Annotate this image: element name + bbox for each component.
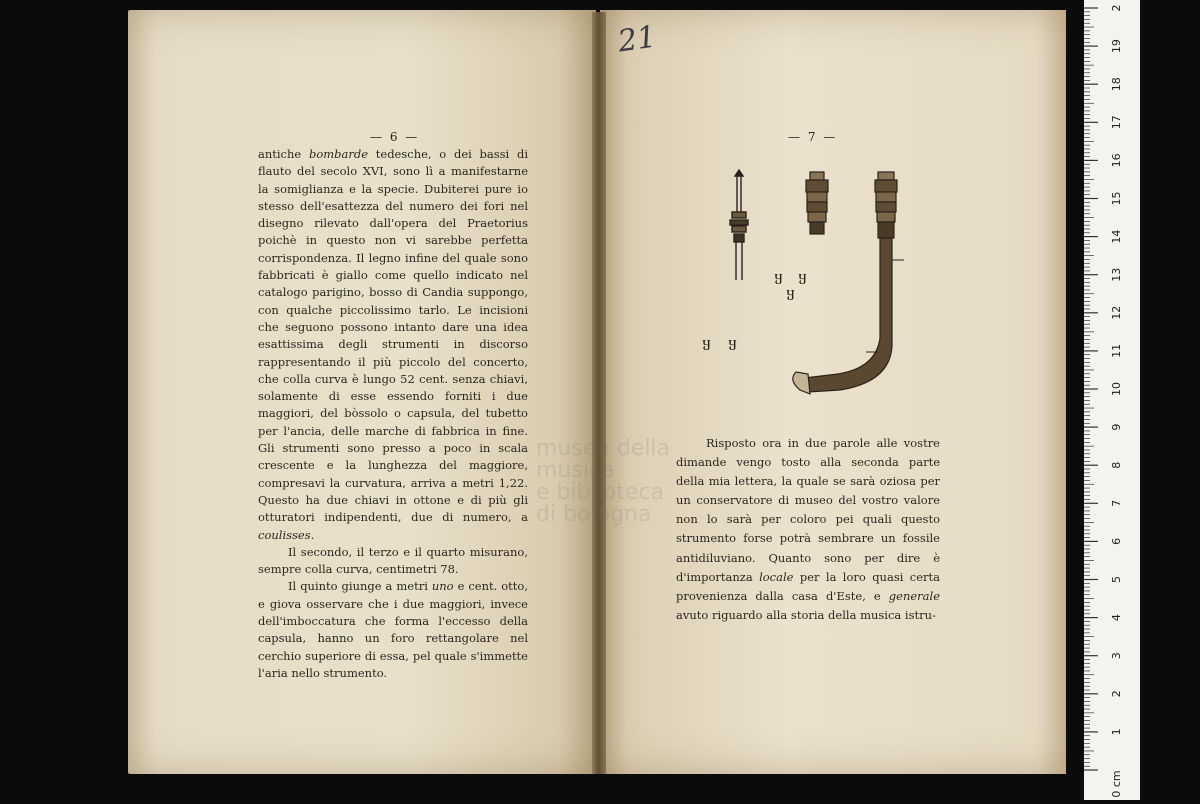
ruler-scale [1084, 0, 1140, 800]
ruler-number: 5 [1110, 576, 1123, 583]
ruler-number: 10 [1110, 382, 1123, 396]
italic-word: bombarde [308, 147, 369, 161]
ruler-number: 19 [1110, 39, 1123, 54]
svg-text:Ⴘ: Ⴘ [774, 273, 783, 287]
makers-marks [702, 273, 807, 353]
ruler-number: 11 [1110, 343, 1123, 358]
paragraph: Il quinto giunge a metri uno e cent. otto, e giova osservare che i due maggiori, invece dell'imboccatura che forma l'eccesso della capsula, hanno un foro rettangolare nel cerchio superiore di essa, pel quale s'immette l'aria nello strumento. [258, 579, 528, 680]
ruler-number: 14 [1110, 229, 1123, 244]
ruler-number: 8 [1110, 461, 1123, 469]
svg-text:Ⴘ: Ⴘ [702, 339, 711, 353]
ruler-number: 17 [1110, 115, 1123, 130]
italic-word: coulisses [258, 527, 311, 542]
ruler-number: 16 [1110, 153, 1123, 168]
woodwind-instrument-engravings [690, 168, 920, 404]
svg-text:Ⴘ: Ⴘ [798, 273, 807, 287]
ruler-number: 4 [1110, 614, 1123, 622]
left-page-number: — 6 — [370, 130, 420, 144]
italic-word: uno [431, 579, 454, 594]
ruler-number: 6 [1110, 537, 1123, 545]
ruler-number: 2 [1110, 690, 1123, 698]
watermark-line: museo della musica [536, 436, 671, 483]
watermark-line: di bologna [536, 502, 652, 527]
italic-word: generale [888, 588, 940, 603]
left-page-body-text [258, 146, 528, 682]
ruler-number: 18 [1110, 77, 1123, 92]
ruler-number: 2 [1110, 4, 1123, 12]
italic-word: locale [759, 569, 794, 584]
right-page-number: — 7 — [788, 130, 838, 144]
paragraph: Il secondo, il terzo e il quarto misurano, sempre colla curva, centimetri 78. [258, 544, 528, 577]
ruler-number: 3 [1110, 652, 1123, 660]
paragraph: antiche bombarde tedesche, o dei bassi di flauto del secolo XVI, sono lì a manifestarne la somiglianza e la specie. Dubiterei pure io stesso dell'esattezza del numero dei fori nel disegno rilevato dall'opera del Praetorius poichè in questo non vi sarebbe perfetta corrispondenza. Il legno infine del quale sono fabbricati è giallo come quello indicato nel catalogo parigino, bosso di Candia suppongo, con qualche piccolissimo tarlo. Le incisioni che seguono possono intanto dare una idea esattissima degli strumenti in discorso rappresentando il più piccolo del concerto, che colla curva è lungo 52 cent. senza chiavi, solamente di esse essendo forniti i due maggiori, del bòssolo o capsula, del tubetto per l'ancia, delle marche di fabbrica in fine. Gli strumenti sono presso a poco in scala crescente e la lunghezza del maggiore, compresavi la curvatura, arriva a metri 1,22. Questo ha due chiavi in ottone e di più gli otturatori indipendenti, due di numero, a coulisses. [258, 147, 528, 542]
svg-text:Ⴘ: Ⴘ [786, 289, 795, 303]
watermark-line: e biblioteca [536, 480, 664, 505]
measurement-ruler [1084, 0, 1140, 800]
ruler-number: 0 cm [1110, 770, 1123, 798]
ruler-number: 13 [1110, 267, 1123, 282]
svg-text:Ⴘ: Ⴘ [728, 339, 737, 353]
capsule-engraving [806, 172, 828, 234]
ruler-number: 1 [1110, 728, 1123, 736]
book-spine [592, 12, 606, 774]
reed-tube-engraving [730, 170, 748, 280]
ruler-number: 7 [1110, 499, 1123, 507]
ruler-number: 15 [1110, 191, 1123, 206]
handwritten-page-number: 21 [615, 19, 659, 60]
ruler-number: 12 [1110, 305, 1123, 320]
library-watermark [536, 438, 716, 526]
ruler-number: 9 [1110, 423, 1123, 431]
paragraph: Risposto ora in due parole alle vostre dimande vengo tosto alla seconda parte della mia lettera, la quale se sarà oziosa per un conservatore di museo del vostro valore non lo sarà per coloro pei quali questo strumento forse potrà sembrare un fossile antidiluviano. Quanto sono per dire è d'importanza locale per la loro quasi certa provenienza dalla casa d'Este, e generale avuto riguardo alla storia della musica istru- [676, 436, 940, 622]
